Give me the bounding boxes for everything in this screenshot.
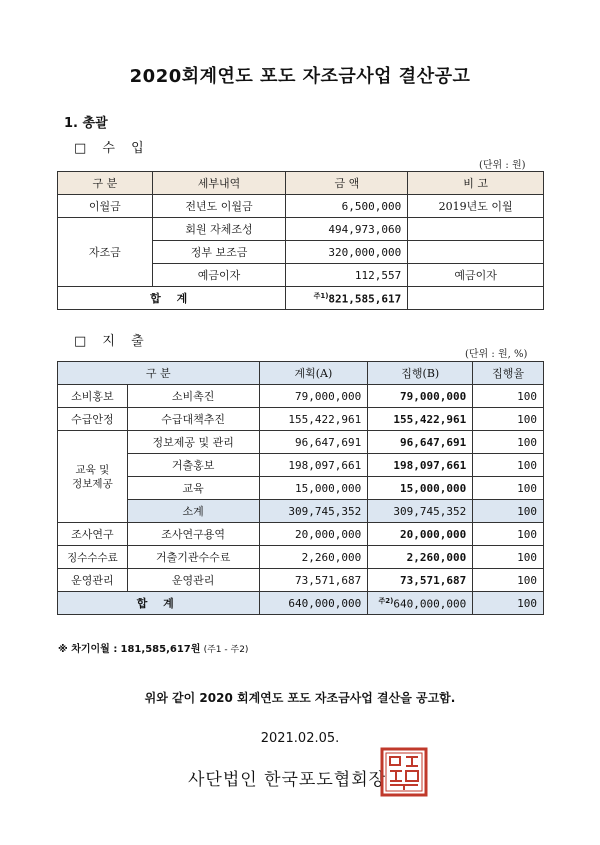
header-category: 구 분	[58, 362, 260, 385]
table-row	[58, 195, 544, 218]
organization-name: 사단법인 한국포도협회장	[188, 770, 387, 790]
item-cell: 소계	[127, 500, 259, 523]
item-cell: 거출기관수수료	[127, 546, 259, 569]
date: 2021.02.05.	[260, 731, 340, 746]
official-seal-icon	[380, 747, 428, 797]
note-cell: 2019년도 이월	[408, 195, 544, 218]
detail-cell: 회원 자체조성	[152, 218, 286, 241]
plan-cell: 309,745,352	[259, 500, 368, 523]
plan-cell: 20,000,000	[259, 523, 368, 546]
category-cell: 소비홍보	[58, 385, 128, 408]
detail-cell: 정부 보조금	[152, 241, 286, 264]
expense-unit: (단위 : 원, %)	[465, 349, 528, 360]
table-row	[58, 477, 544, 500]
rate-cell: 100	[473, 477, 544, 500]
item-cell: 정보제공 및 관리	[127, 431, 259, 454]
plan-cell: 15,000,000	[259, 477, 368, 500]
note-cell: 예금이자	[408, 264, 544, 287]
total-label: 합 계	[58, 287, 286, 310]
total-rate: 100	[473, 592, 544, 615]
category-cell: 교육 및 정보제공	[58, 431, 128, 523]
total-plan: 640,000,000	[259, 592, 368, 615]
note-formula: (주1 - 주2)	[203, 645, 249, 655]
amount-cell: 112,557	[286, 264, 408, 287]
income-table	[57, 171, 544, 310]
rate-cell: 100	[473, 454, 544, 477]
header-plan: 계획(A)	[259, 362, 368, 385]
note-cell	[408, 287, 544, 310]
expense-heading: □ 지 출	[74, 334, 150, 349]
rate-cell: 100	[473, 546, 544, 569]
page-title: 2020회계연도 포도 자조금사업 결산공고	[129, 66, 471, 87]
note-cell	[408, 218, 544, 241]
table-row	[58, 569, 544, 592]
announcement: 위와 같이 2020 회계연도 포도 자조금사업 결산을 공고함.	[144, 691, 456, 705]
amount-cell: 320,000,000	[286, 241, 408, 264]
income-heading: □ 수 입	[74, 141, 150, 156]
footnote-tag: 주2)	[378, 596, 394, 605]
total-exec-cell	[368, 592, 473, 615]
exec-cell: 79,000,000	[368, 385, 473, 408]
exec-cell: 198,097,661	[368, 454, 473, 477]
note-label: ※ 차기이월 :	[58, 644, 118, 655]
rate-cell: 100	[473, 408, 544, 431]
category-cell: 징수수수료	[58, 546, 128, 569]
amount-cell: 6,500,000	[286, 195, 408, 218]
item-cell: 소비촉진	[127, 385, 259, 408]
note-value: 181,585,617원	[120, 644, 201, 655]
income-header-row	[58, 172, 544, 195]
carryover-note	[58, 640, 248, 655]
plan-cell: 73,571,687	[259, 569, 368, 592]
rate-cell: 100	[473, 431, 544, 454]
amount-cell: 494,973,060	[286, 218, 408, 241]
plan-cell: 96,647,691	[259, 431, 368, 454]
expense-header-row	[58, 362, 544, 385]
subtotal-row	[58, 500, 544, 523]
category-cell: 이월금	[58, 195, 153, 218]
table-row	[58, 523, 544, 546]
total-row	[58, 592, 544, 615]
income-unit: (단위 : 원)	[479, 160, 526, 171]
total-amount-cell	[286, 287, 408, 310]
exec-cell: 73,571,687	[368, 569, 473, 592]
header-exec: 집행(B)	[368, 362, 473, 385]
exec-cell: 96,647,691	[368, 431, 473, 454]
table-row	[58, 431, 544, 454]
table-row	[58, 546, 544, 569]
category-cell: 자조금	[58, 218, 153, 287]
item-cell: 거출홍보	[127, 454, 259, 477]
table-row	[58, 408, 544, 431]
plan-cell: 155,422,961	[259, 408, 368, 431]
total-label: 합 계	[58, 592, 260, 615]
plan-cell: 198,097,661	[259, 454, 368, 477]
exec-cell: 309,745,352	[368, 500, 473, 523]
detail-cell: 전년도 이월금	[152, 195, 286, 218]
expense-table	[57, 361, 544, 615]
category-cell: 운영관리	[58, 569, 128, 592]
table-row	[58, 218, 544, 241]
section-heading-summary: 1. 총괄	[64, 116, 108, 131]
rate-cell: 100	[473, 569, 544, 592]
rate-cell: 100	[473, 523, 544, 546]
item-cell: 운영관리	[127, 569, 259, 592]
category-cell: 수급안정	[58, 408, 128, 431]
exec-cell: 155,422,961	[368, 408, 473, 431]
header-amount: 금 액	[286, 172, 408, 195]
item-cell: 교육	[127, 477, 259, 500]
plan-cell: 79,000,000	[259, 385, 368, 408]
table-row	[58, 454, 544, 477]
detail-cell: 예금이자	[152, 264, 286, 287]
plan-cell: 2,260,000	[259, 546, 368, 569]
exec-cell: 15,000,000	[368, 477, 473, 500]
category-cell: 조사연구	[58, 523, 128, 546]
total-amount: 821,585,617	[328, 292, 402, 306]
header-note: 비 고	[408, 172, 544, 195]
total-row	[58, 287, 544, 310]
table-row	[58, 385, 544, 408]
exec-cell: 20,000,000	[368, 523, 473, 546]
item-cell: 조사연구용역	[127, 523, 259, 546]
header-rate: 집행율	[473, 362, 544, 385]
note-cell	[408, 241, 544, 264]
exec-cell: 2,260,000	[368, 546, 473, 569]
footnote-tag: 주1)	[313, 291, 329, 300]
item-cell: 수급대책추진	[127, 408, 259, 431]
header-detail: 세부내역	[152, 172, 286, 195]
rate-cell: 100	[473, 500, 544, 523]
total-exec: 640,000,000	[393, 597, 467, 611]
rate-cell: 100	[473, 385, 544, 408]
header-category: 구 분	[58, 172, 153, 195]
